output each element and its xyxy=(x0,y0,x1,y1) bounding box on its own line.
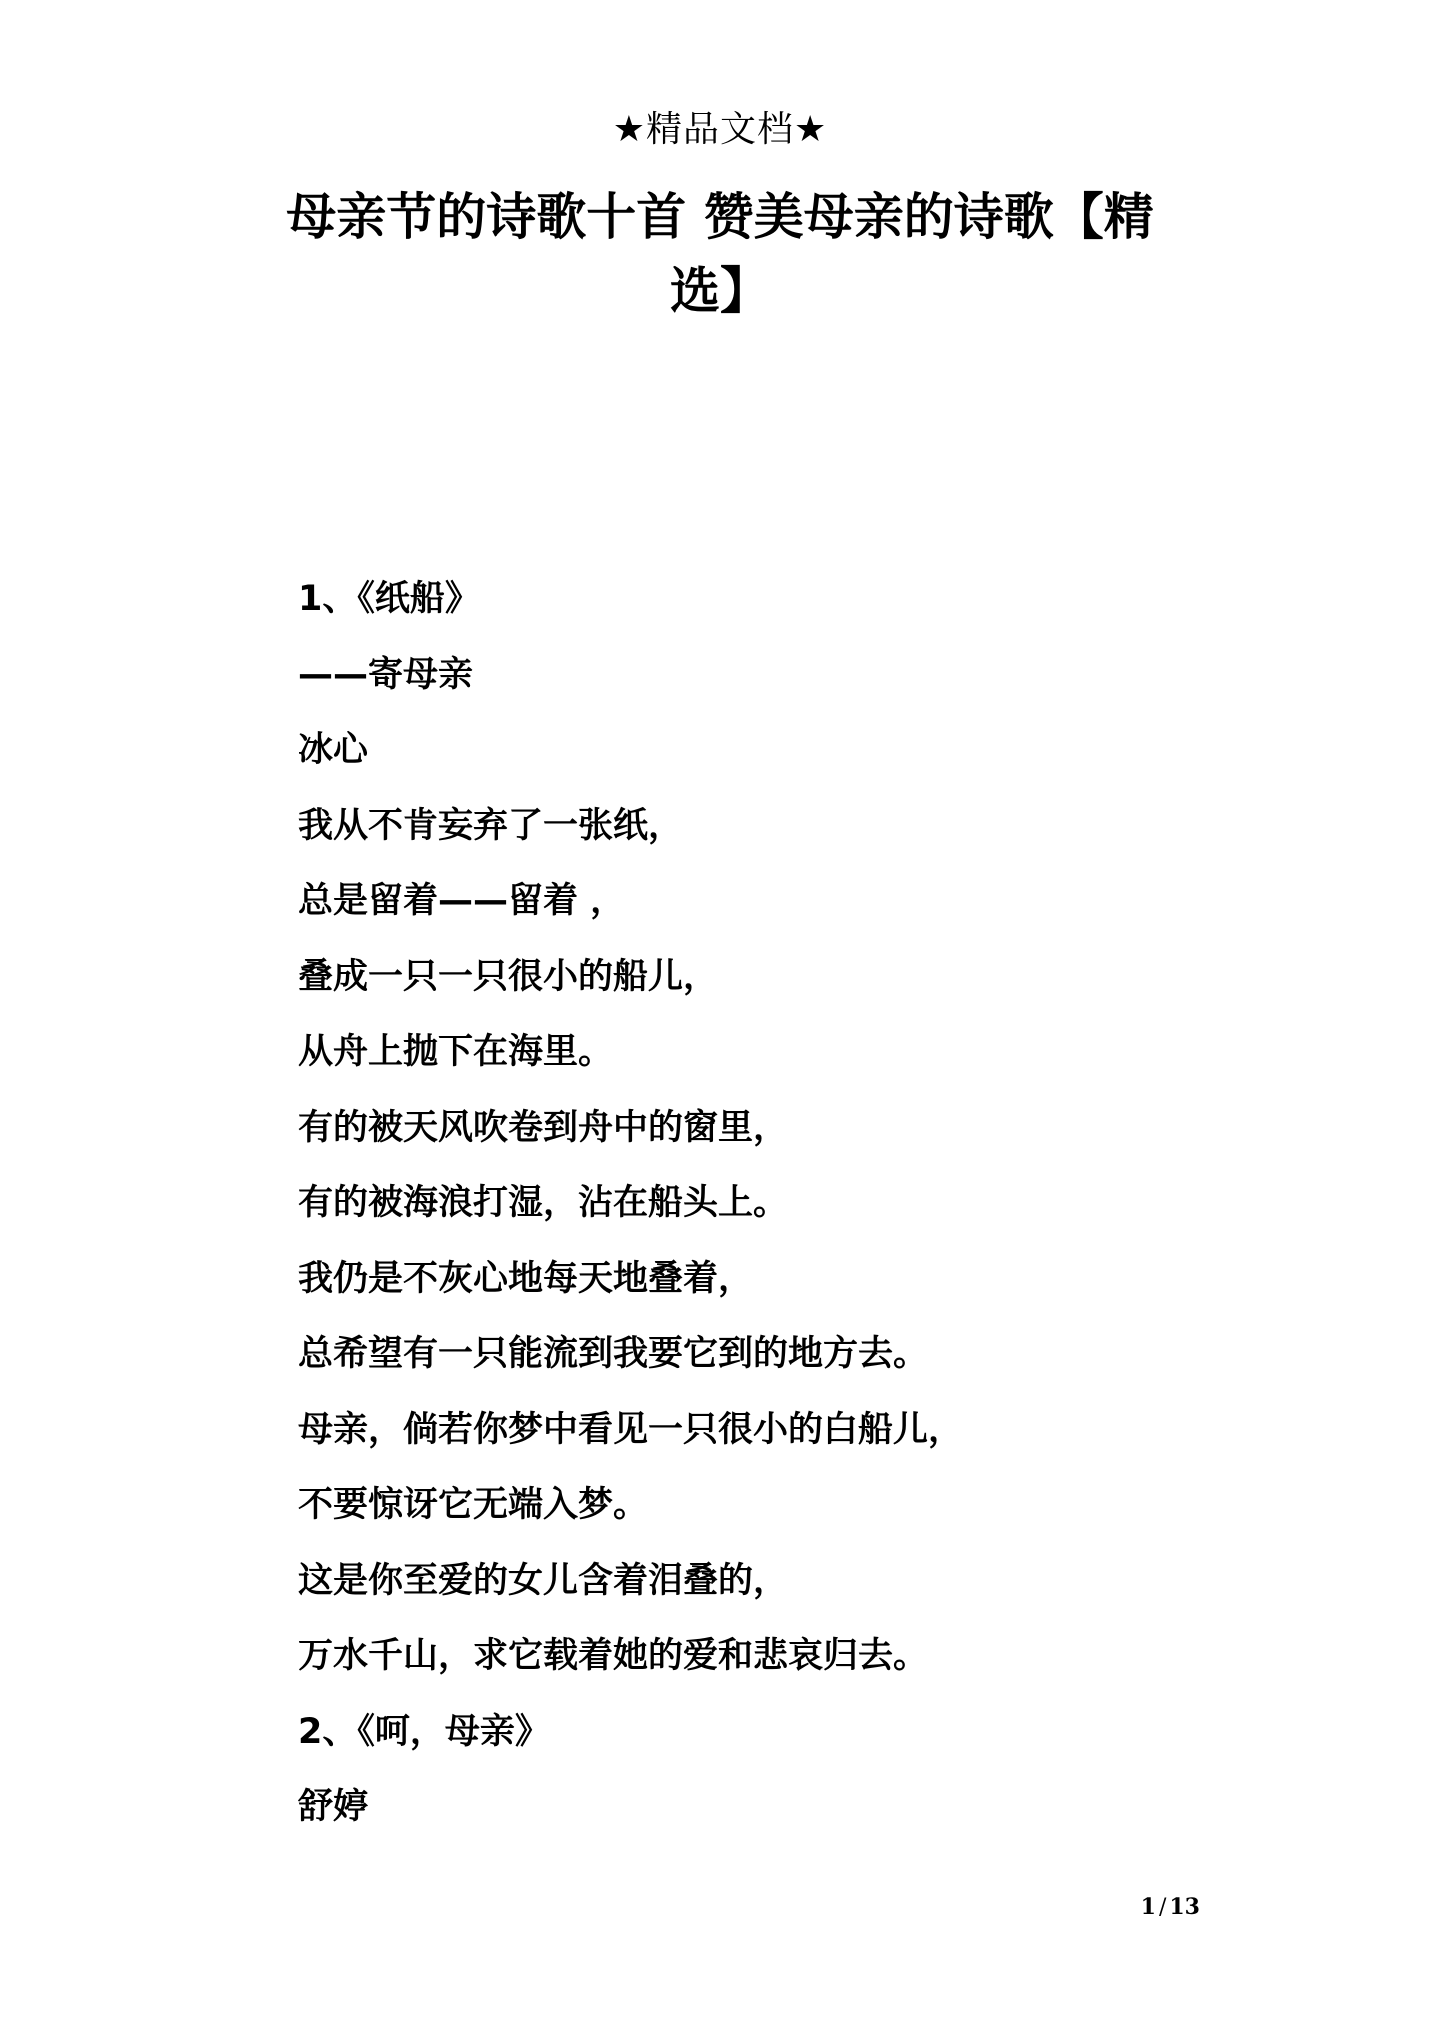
poem-1-dedication: ——寄母亲 xyxy=(298,654,474,695)
poem-line: 我仍是不灰心地每天地叠着， xyxy=(298,1258,754,1299)
page-number xyxy=(1100,1892,1200,1923)
poem-1-author: 冰心 xyxy=(298,730,369,770)
poem-line: 叠成一只一只很小的船儿， xyxy=(298,956,719,997)
poem-line: 万水千山，求它载着她的爱和悲哀归去。 xyxy=(298,1636,929,1676)
document-title xyxy=(240,180,1200,328)
title-line-1: 母亲节的诗歌十首 赞美母亲的诗歌【精 xyxy=(286,188,1154,246)
poem-line: 有的被天风吹卷到舟中的窗里， xyxy=(298,1107,789,1148)
poem-content xyxy=(298,562,1198,1846)
poem-line: 母亲，倘若你梦中看见一只很小的白船儿， xyxy=(298,1409,964,1450)
poem-line: 有的被海浪打湿，沾在船头上。 xyxy=(298,1183,789,1223)
page-total: 13 xyxy=(1169,1894,1200,1920)
title-line-2: 选】 xyxy=(670,262,770,320)
poem-1-heading: 1、《纸船》 xyxy=(298,579,480,619)
page-separator: / xyxy=(1158,1895,1167,1920)
page-current: 1 xyxy=(1140,1894,1156,1920)
poem-2-heading: 2、《呵，母亲》 xyxy=(298,1711,550,1752)
poem-line: 总希望有一只能流到我要它到的地方去。 xyxy=(298,1334,929,1374)
poem-line: 总是留着——留着 ， xyxy=(298,881,626,921)
poem-line: 我从不肯妄弃了一张纸， xyxy=(298,805,684,846)
poem-2-author: 舒婷 xyxy=(298,1787,369,1827)
poem-line: 这是你至爱的女儿含着泪叠的， xyxy=(298,1560,789,1601)
poem-line: 从舟上抛下在海里。 xyxy=(298,1032,614,1072)
poem-line: 不要惊讶它无端入梦。 xyxy=(298,1485,649,1525)
document-badge: ★精品文档★ xyxy=(612,109,828,150)
